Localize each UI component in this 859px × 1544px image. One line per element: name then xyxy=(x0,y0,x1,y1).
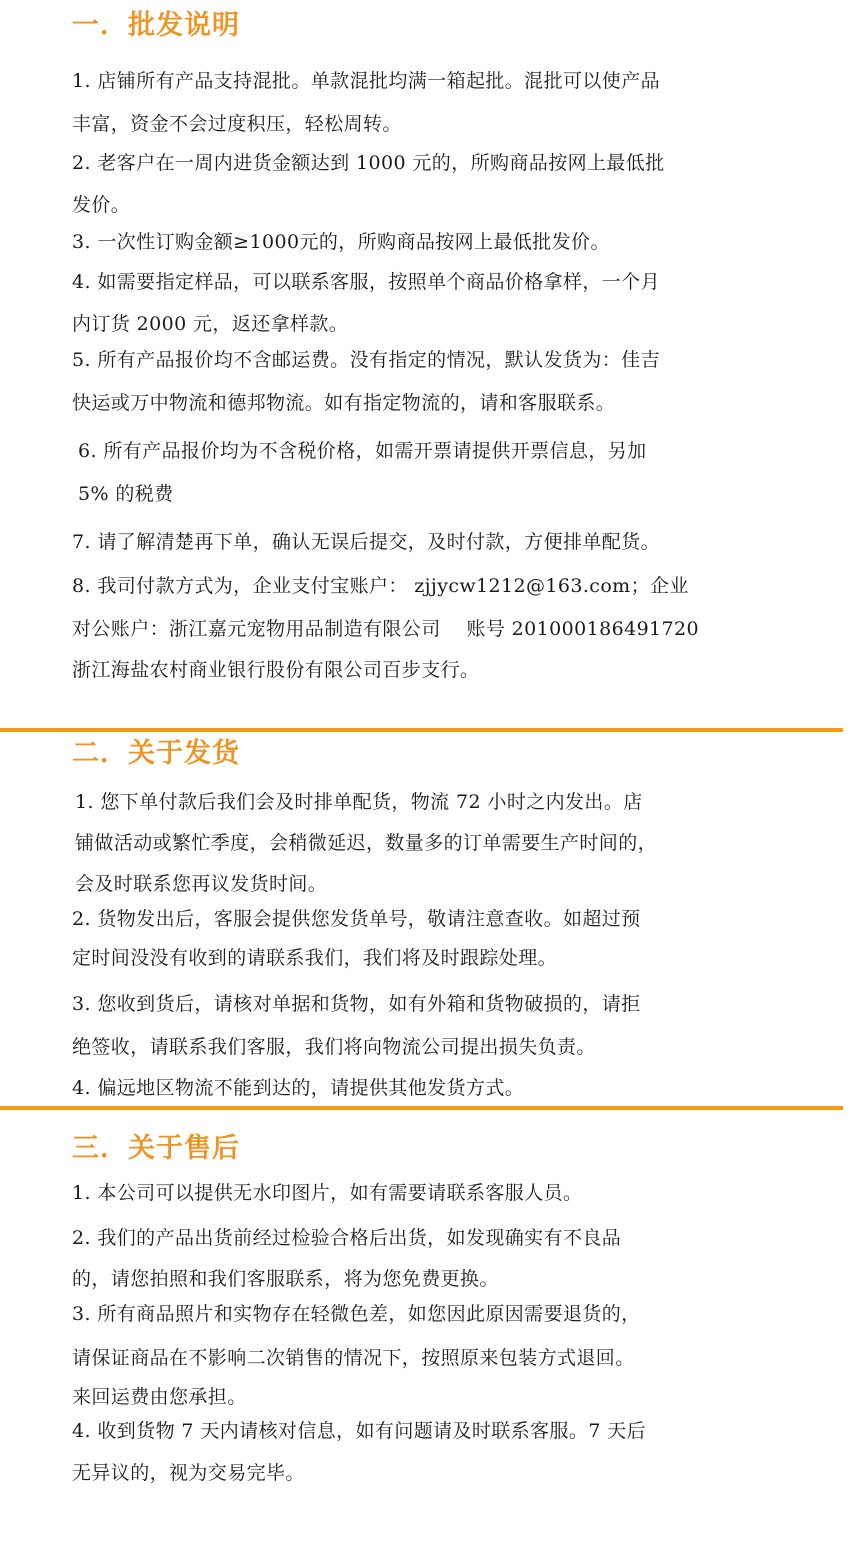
paragraph-line: 1. 本公司可以提供无水印图片，如有需要请联系客服人员。 xyxy=(72,1182,583,1204)
paragraph-line: 请保证商品在不影响二次销售的情况下，按照原来包装方式退回。 xyxy=(72,1347,635,1369)
section-divider xyxy=(0,728,843,732)
paragraph-line: 3. 一次性订购金额≥1000元的，所购商品按网上最低批发价。 xyxy=(72,231,610,253)
paragraph-line: 7. 请了解清楚再下单，确认无误后提交，及时付款，方便排单配货。 xyxy=(72,531,660,553)
paragraph-line: 3. 您收到货后，请核对单据和货物，如有外箱和货物破损的，请拒 xyxy=(72,993,641,1015)
section-title-after-sales: 三．关于售后 xyxy=(72,1133,240,1164)
section-title-shipping: 二．关于发货 xyxy=(72,738,240,769)
paragraph-line: 5% 的税费 xyxy=(78,483,174,505)
paragraph-line: 内订货 2000 元，返还拿样款。 xyxy=(72,313,349,335)
paragraph-line: 快运或万中物流和德邦物流。如有指定物流的，请和客服联系。 xyxy=(72,392,616,414)
paragraph-line: 定时间没没有收到的请联系我们，我们将及时跟踪处理。 xyxy=(72,947,558,969)
paragraph-line: 无异议的，视为交易完毕。 xyxy=(72,1462,305,1484)
section-title-wholesale: 一．批发说明 xyxy=(72,10,240,41)
paragraph-line: 3. 所有商品照片和实物存在轻微色差，如您因此原因需要退货的， xyxy=(72,1303,641,1325)
paragraph-line: 会及时联系您再议发货时间。 xyxy=(75,873,328,895)
section-divider xyxy=(0,1106,843,1110)
paragraph-line: 发价。 xyxy=(72,194,131,216)
paragraph-line: 2. 货物发出后，客服会提供您发货单号，敬请注意查收。如超过预 xyxy=(72,908,641,930)
paragraph-line: 1. 您下单付款后我们会及时排单配货，物流 72 小时之内发出。店 xyxy=(75,791,643,813)
paragraph-line: 8. 我司付款方式为，企业支付宝账户： zjjycw1212@163.com；企业 xyxy=(72,575,689,597)
paragraph-line: 4. 如需要指定样品，可以联系客服，按照单个商品价格拿样，一个月 xyxy=(72,271,660,293)
paragraph-line: 对公账户：浙江嘉元宠物用品制造有限公司 账号 201000186491720 xyxy=(72,618,700,640)
paragraph-line: 来回运费由您承担。 xyxy=(72,1386,247,1408)
paragraph-line: 的，请您拍照和我们客服联系，将为您免费更换。 xyxy=(72,1268,499,1290)
paragraph-line: 4. 偏远地区物流不能到达的，请提供其他发货方式。 xyxy=(72,1077,525,1099)
paragraph-line: 绝签收，请联系我们客服，我们将向物流公司提出损失负责。 xyxy=(72,1036,596,1058)
paragraph-line: 丰富，资金不会过度积压，轻松周转。 xyxy=(72,113,402,135)
paragraph-line: 浙江海盐农村商业银行股份有限公司百步支行。 xyxy=(72,659,480,681)
paragraph-line: 6. 所有产品报价均为不含税价格，如需开票请提供开票信息，另加 xyxy=(78,440,647,462)
paragraph-line: 2. 我们的产品出货前经过检验合格后出货，如发现确实有不良品 xyxy=(72,1227,622,1249)
paragraph-line: 1. 店铺所有产品支持混批。单款混批均满一箱起批。混批可以使产品 xyxy=(72,70,660,92)
paragraph-line: 2. 老客户在一周内进货金额达到 1000 元的，所购商品按网上最低批 xyxy=(72,152,665,174)
paragraph-line: 5. 所有产品报价均不含邮运费。没有指定的情况，默认发货为：佳吉 xyxy=(72,349,660,371)
paragraph-line: 4. 收到货物 7 天内请核对信息，如有问题请及时联系客服。7 天后 xyxy=(72,1420,647,1442)
paragraph-line: 铺做活动或繁忙季度，会稍微延迟，数量多的订单需要生产时间的， xyxy=(75,832,658,854)
